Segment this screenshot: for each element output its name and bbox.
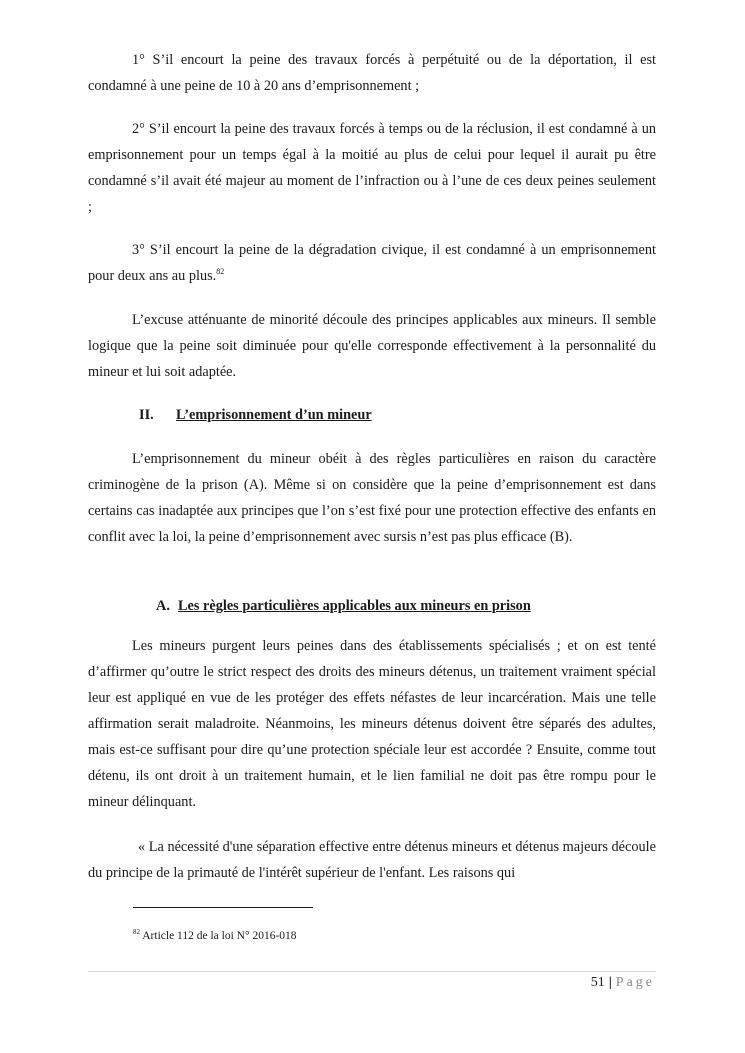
footer-divider [88, 971, 656, 972]
page-label: Page [615, 975, 655, 990]
paragraph-1-text: 1° S’il encourt la peine des travaux forcés à perpétuité ou de la déportation, il est condamné à une peine de 10 à 20 ans d’emprisonnement ; [88, 52, 656, 94]
paragraph-7-quote [88, 834, 656, 886]
footnote [133, 928, 297, 944]
page-footer [591, 973, 655, 993]
subsection-heading-title: Les règles particulières applicables aux mineurs en prison [178, 598, 531, 614]
paragraph-3-text: 3° S’il encourt la peine de la dégradation civique, il est condamné à un emprisonnement pour deux ans au plus. [88, 242, 656, 284]
section-heading-number: II. [139, 407, 154, 423]
paragraph-4 [88, 307, 656, 385]
section-heading-title: L’emprisonnement d’un mineur [176, 407, 372, 423]
paragraph-6-text: Les mineurs purgent leurs peines dans des établissements spécialisés ; et on est tenté d’affirmer qu’outre le strict respect des droits des mineurs détenus, un traitement vraiment spécial leur est appliqué en vue de les protéger des effets néfastes de leur incarcération. Mais une telle affirmation serait maladroite. Néanmoins, les mineurs détenus doivent être séparés des adultes, mais est-ce suffisant pour dire qu’une protection spéciale leur est accordée ? Ensuite, comme tout détenu, ils ont droit à un traitement humain, et le lien familial ne doit pas être rompu pour le mineur délinquant. [88, 638, 656, 810]
subsection-heading-number: A. [156, 598, 170, 614]
paragraph-2-text: 2° S’il encourt la peine des travaux forcés à temps ou de la réclusion, il est condamné à un emprisonnement pour un temps égal à la moitié au plus de celui pour lequel il aurait pu être condamné s’il avait été majeur au moment de l’infraction ou à l’une de ces deux peines seulement ; [88, 121, 656, 215]
footnote-number: 82 [133, 928, 140, 936]
footnote-reference[interactable]: 82 [216, 267, 225, 276]
section-heading [139, 402, 372, 428]
paragraph-5-text: L’emprisonnement du mineur obéit à des règles particulières en raison du caractère criminogène de la prison (A). Même si on considère que la peine d’emprisonnement est dans certains cas inadaptée aux principes que l’on s’est fixé pour une protection effective des enfants en conflit avec la loi, la peine d’emprisonnement avec sursis n’est pas plus efficace (B). [88, 451, 656, 545]
paragraph-2 [88, 116, 656, 220]
footer-separator: | [608, 975, 612, 990]
paragraph-7-text: « La nécessité d'une séparation effective entre détenus mineurs et détenus majeurs découle du principe de la primauté de l'intérêt supérieur de l'enfant. Les raisons qui [88, 839, 656, 881]
page-number: 51 [590, 975, 605, 990]
paragraph-3 [88, 237, 656, 289]
paragraph-5 [88, 446, 656, 550]
paragraph-1 [88, 47, 656, 99]
subsection-heading [156, 593, 531, 619]
paragraph-6 [88, 633, 656, 815]
paragraph-4-text: L’excuse atténuante de minorité découle des principes applicables aux mineurs. Il semble logique que la peine soit diminuée pour qu'elle corresponde effectivement à la personnalité du mineur et lui soit adaptée. [88, 312, 656, 380]
footnote-separator [133, 907, 313, 908]
footnote-text: Article 112 de la loi N° 2016-018 [142, 930, 297, 942]
